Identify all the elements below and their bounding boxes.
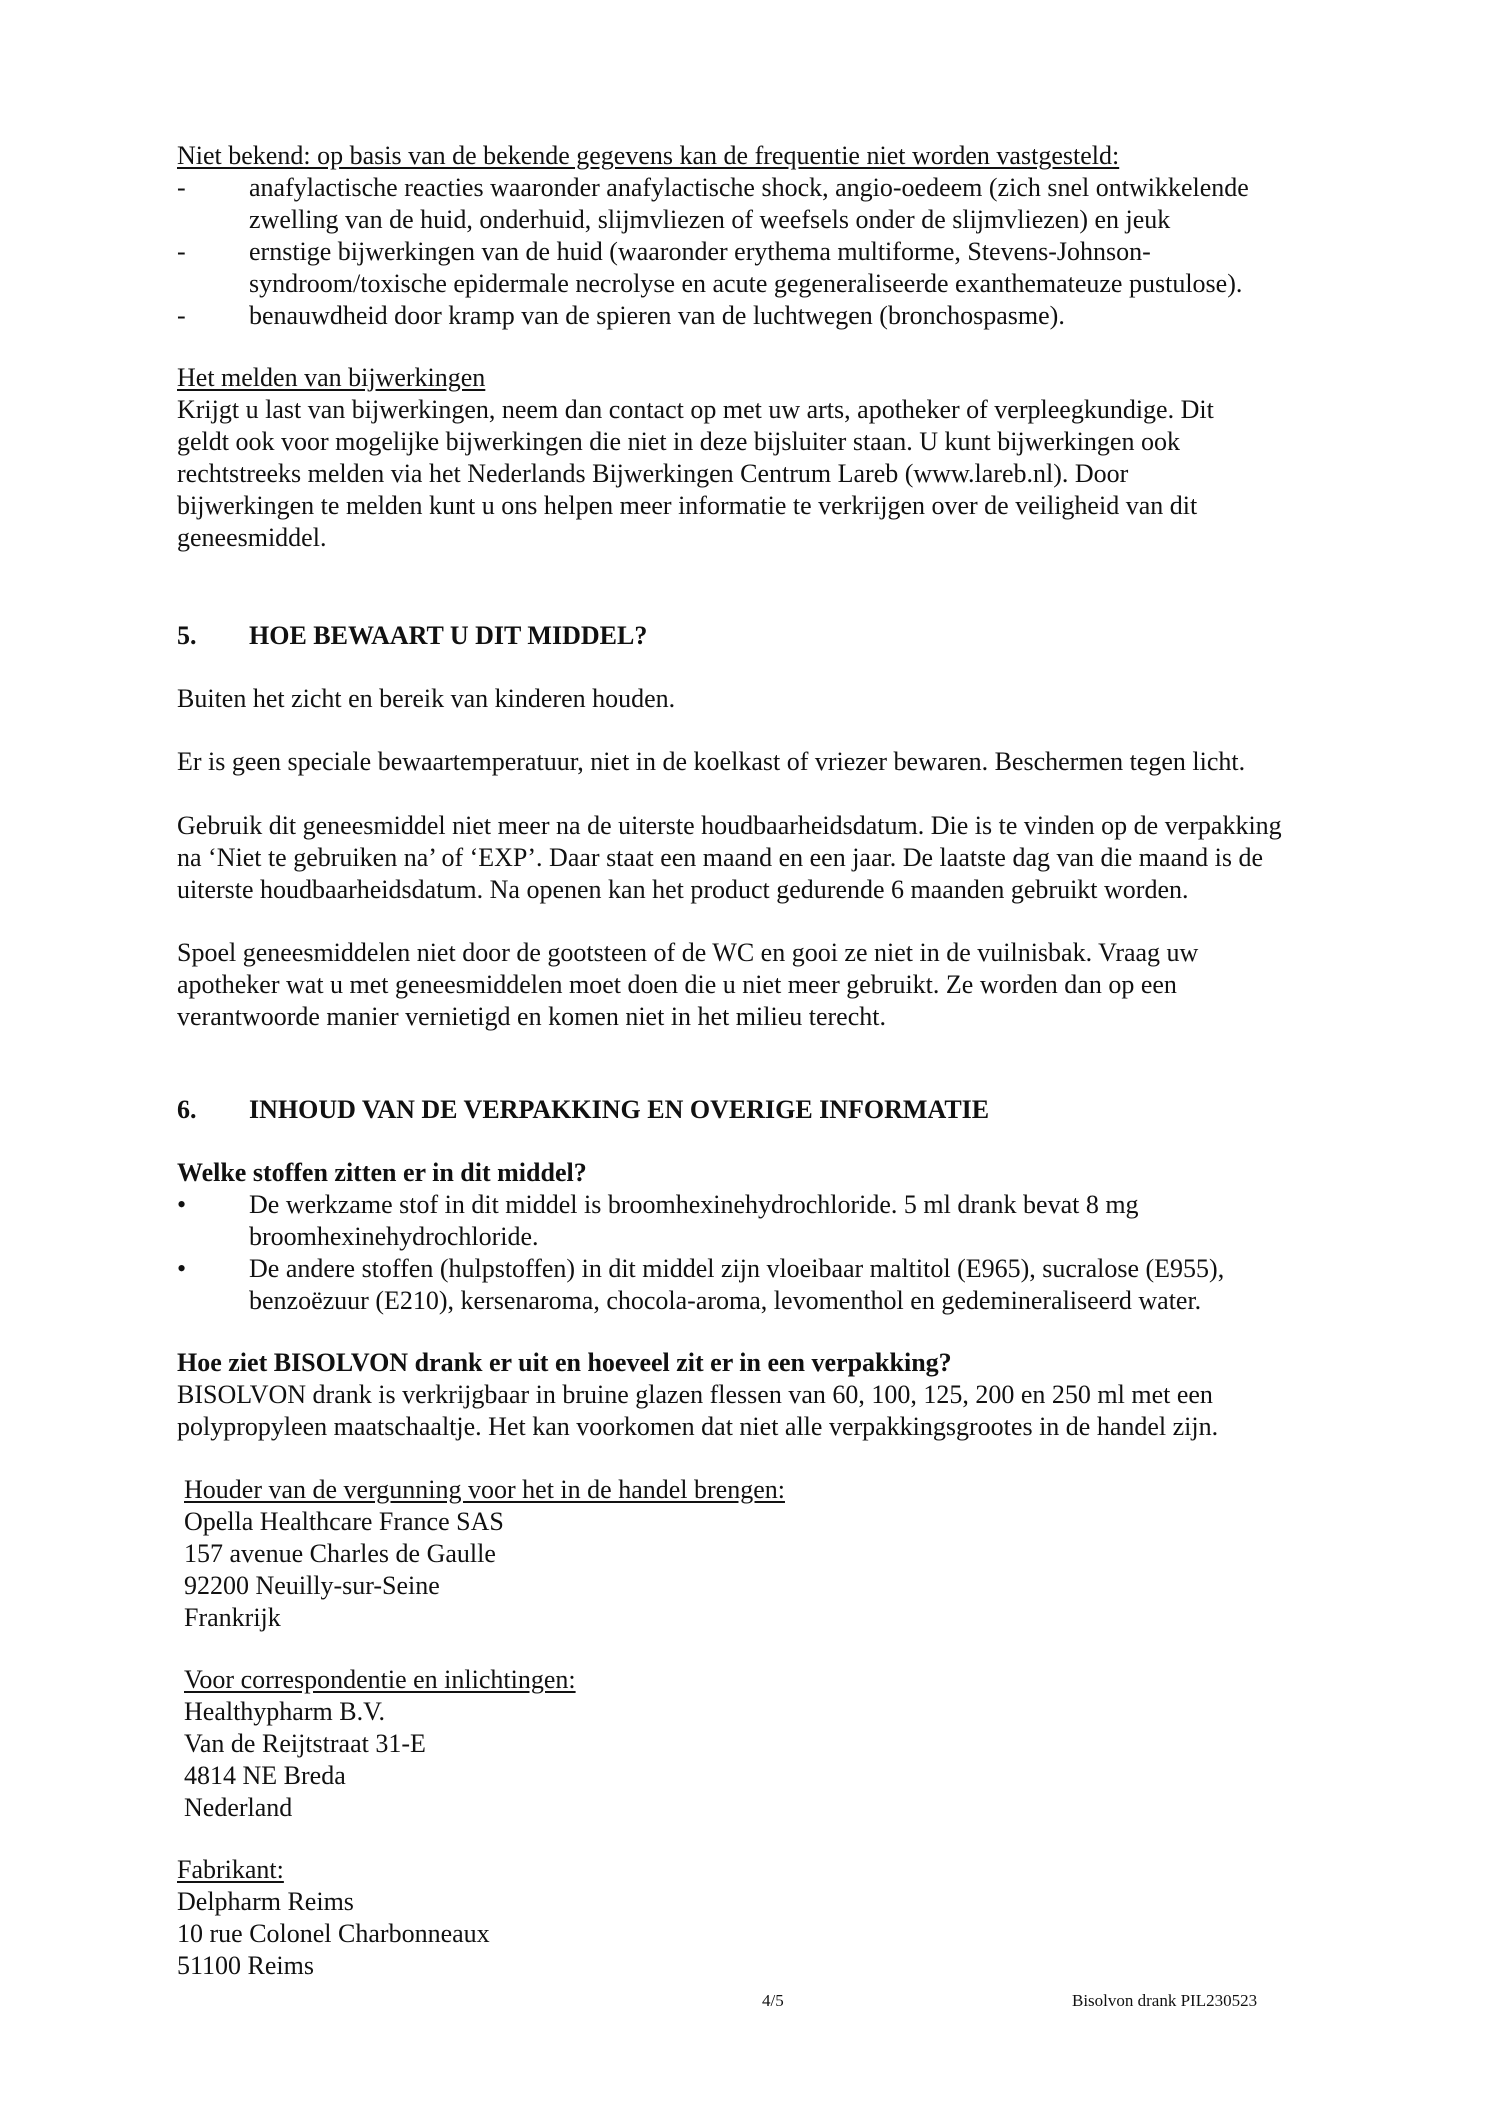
section-title: INHOUD VAN DE VERPAKKING EN OVERIGE INFORMATIE: [249, 1095, 990, 1124]
holder-heading: Houder van de vergunning voor het in de handel brengen:: [184, 1475, 785, 1504]
list-item: [177, 1189, 1344, 1253]
address-line: Van de Reijtstraat 31-E: [184, 1729, 426, 1758]
list-item-line: syndroom/toxische epidermale necrolyse en acute gegeneraliseerde exanthemateuze pustulose).: [249, 269, 1243, 298]
paragraph-line: na ‘Niet te gebruiken na’ of ‘EXP’. Daar staat een maand en een jaar. De laatste dag van die maand is de: [177, 843, 1263, 872]
section-6-heading: [177, 1094, 1344, 1126]
paragraph-line: geneesmiddel.: [177, 523, 327, 552]
paragraph-line: uiterste houdbaarheidsdatum. Na openen kan het product gedurende 6 maanden gebruikt worden.: [177, 875, 1189, 904]
paragraph-line: Gebruik dit geneesmiddel niet meer na de uiterste houdbaarheidsdatum. Die is te vinden op de verpakking: [177, 811, 1282, 840]
section-5-heading: [177, 620, 1344, 652]
section-title: HOE BEWAART U DIT MIDDEL?: [249, 621, 648, 650]
list-item-line: ernstige bijwerkingen van de huid (waaronder erythema multiforme, Stevens-Johnson-: [249, 237, 1151, 266]
address-line: 51100 Reims: [177, 1951, 314, 1980]
address-line: Nederland: [184, 1793, 293, 1822]
paragraph-line: verantwoorde manier vernietigd en komen niet in het milieu terecht.: [177, 1002, 886, 1031]
storage-paragraph-3: [177, 810, 1344, 906]
address-line: 4814 NE Breda: [184, 1761, 346, 1790]
address-line: Healthypharm B.V.: [184, 1697, 385, 1726]
address-line: 10 rue Colonel Charbonneaux: [177, 1919, 490, 1948]
appearance-heading: Hoe ziet BISOLVON drank er uit en hoeveel zit er in een verpakking?: [177, 1348, 952, 1377]
dash-marker: -: [177, 173, 186, 202]
list-item-line: zwelling van de huid, onderhuid, slijmvliezen of weefsels onder de slijmvliezen) en jeuk: [249, 205, 1171, 234]
dash-marker: -: [177, 301, 186, 330]
bullet-marker: •: [177, 1190, 187, 1219]
document-id: Bisolvon drank PIL230523: [1072, 1991, 1258, 2010]
bullet-marker: •: [177, 1254, 187, 1283]
list-item-line: broomhexinehydrochloride.: [249, 1222, 539, 1251]
dash-marker: -: [177, 237, 186, 266]
substances-block: [177, 1157, 1344, 1317]
paragraph-line: Spoel geneesmiddelen niet door de gootsteen of de WC en gooi ze niet in de vuilnisbak. Vraag uw: [177, 938, 1199, 967]
holder-block: [184, 1474, 1344, 1634]
address-line: Delpharm Reims: [177, 1887, 354, 1916]
paragraph-line: bijwerkingen te melden kunt u ons helpen meer informatie te verkrijgen over de veiligheid van dit: [177, 491, 1198, 520]
list-item: [177, 236, 1344, 300]
list-item: [177, 300, 1344, 332]
list-item: [177, 172, 1344, 236]
storage-paragraph-1: Buiten het zicht en bereik van kinderen houden.: [177, 684, 676, 713]
side-effects-unknown-block: [177, 140, 1344, 332]
substances-heading: Welke stoffen zitten er in dit middel?: [177, 1158, 587, 1187]
storage-paragraph-4: [177, 937, 1344, 1033]
side-effects-heading: Niet bekend: op basis van de bekende gegevens kan de frequentie niet worden vastgesteld:: [177, 141, 1120, 170]
paragraph-line: rechtstreeks melden via het Nederlands Bijwerkingen Centrum Lareb (www.lareb.nl). Door: [177, 459, 1129, 488]
correspondence-block: [184, 1664, 1344, 1824]
reporting-block: [177, 362, 1344, 554]
address-line: Opella Healthcare France SAS: [184, 1507, 504, 1536]
appearance-block: [177, 1347, 1344, 1443]
list-item-line: anafylactische reacties waaronder anafylactische shock, angio-oedeem (zich snel ontwikkelende: [249, 173, 1249, 202]
address-line: Frankrijk: [184, 1603, 281, 1632]
address-line: 92200 Neuilly-sur-Seine: [184, 1571, 440, 1600]
address-line: 157 avenue Charles de Gaulle: [184, 1539, 496, 1568]
correspondence-heading: Voor correspondentie en inlichtingen:: [184, 1665, 576, 1694]
reporting-heading: Het melden van bijwerkingen: [177, 363, 486, 392]
list-item-line: benzoëzuur (E210), kersenaroma, chocola-aroma, levomenthol en gedemineraliseerd water.: [249, 1286, 1202, 1315]
paragraph-line: polypropyleen maatschaaltje. Het kan voorkomen dat niet alle verpakkingsgrootes in de handel zijn.: [177, 1412, 1219, 1441]
list-item-line: De werkzame stof in dit middel is broomhexinehydrochloride. 5 ml drank bevat 8 mg: [249, 1190, 1139, 1219]
manufacturer-block: [177, 1854, 1344, 1982]
section-number: 5.: [177, 621, 197, 650]
list-item-line: De andere stoffen (hulpstoffen) in dit middel zijn vloeibaar maltitol (E965), sucralose (E955),: [249, 1254, 1225, 1283]
list-item-line: benauwdheid door kramp van de spieren van de luchtwegen (bronchospasme).: [249, 301, 1065, 330]
paragraph-line: geldt ook voor mogelijke bijwerkingen die niet in deze bijsluiter staan. U kunt bijwerkingen ook: [177, 427, 1180, 456]
page-number: 4/5: [762, 1991, 784, 2010]
storage-paragraph-2: Er is geen speciale bewaartemperatuur, niet in de koelkast of vriezer bewaren. Beschermen tegen licht.: [177, 747, 1246, 776]
section-number: 6.: [177, 1095, 197, 1124]
paragraph-line: Krijgt u last van bijwerkingen, neem dan contact op met uw arts, apotheker of verpleegkundige. Dit: [177, 395, 1214, 424]
paragraph-line: BISOLVON drank is verkrijgbaar in bruine glazen flessen van 60, 100, 125, 200 en 250 ml met een: [177, 1380, 1213, 1409]
paragraph-line: apotheker wat u met geneesmiddelen moet doen die u niet meer gebruikt. Ze worden dan op een: [177, 970, 1177, 999]
manufacturer-heading: Fabrikant:: [177, 1855, 284, 1884]
list-item: [177, 1253, 1344, 1317]
